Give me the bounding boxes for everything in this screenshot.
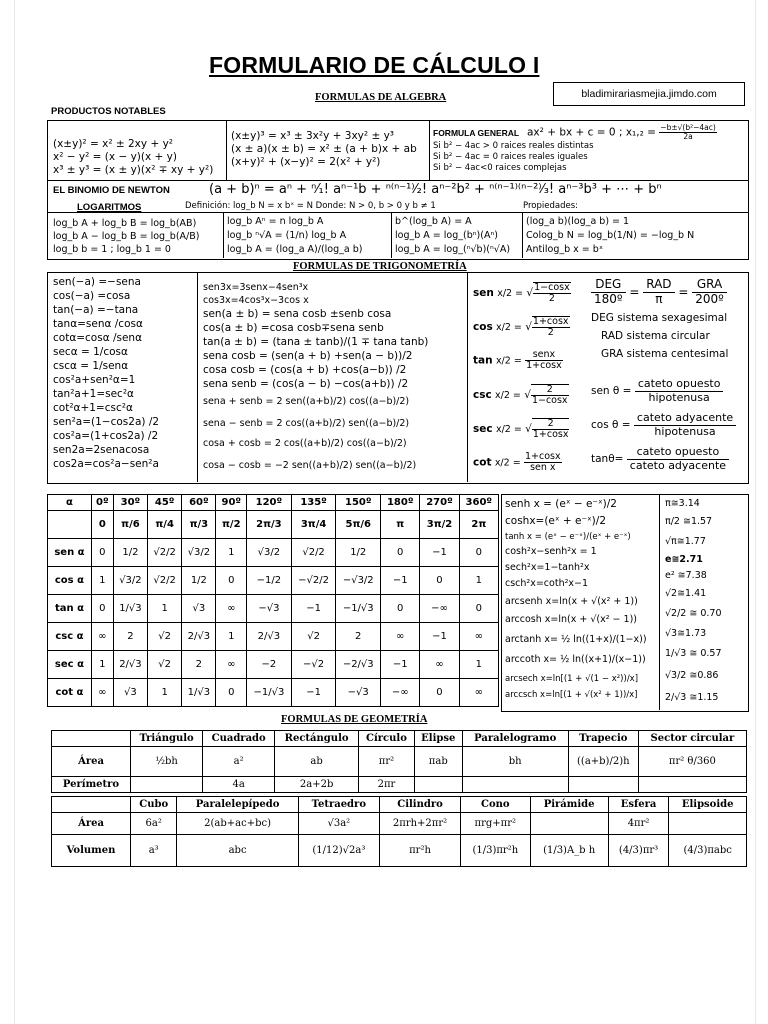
hyper-6: csch²x=coth²x−1 — [505, 578, 589, 589]
trig-sum-3: sen(a ± b) = sena cosb ±senb cosa — [203, 308, 392, 320]
plane-area-cell: πab — [414, 747, 462, 777]
value-cell: 1/2 — [113, 539, 147, 567]
divider — [429, 120, 430, 180]
angle-value-table — [47, 494, 499, 707]
geometry-plane-table — [51, 730, 747, 793]
trig-identity-3: tan(−a) =−tana — [53, 304, 139, 316]
value-cell: −2/√3 — [336, 651, 381, 679]
value-cell: −√3 — [247, 595, 292, 623]
value-cell: 0 — [459, 595, 498, 623]
plane-header-cell: Cuadrado — [203, 731, 275, 747]
newton-formula: (a + b)ⁿ = aⁿ + ⁿ⁄₁! aⁿ⁻¹b + ⁿ⁽ⁿ⁻¹⁾⁄₂! aⁿ⁻²b² + ⁿ⁽ⁿ⁻¹⁾⁽ⁿ⁻²⁾⁄₃! aⁿ⁻³b³ + ⋯ + bⁿ — [209, 182, 662, 197]
angle-header-cell: 45º — [148, 495, 182, 511]
solid-header-cell: Esfera — [608, 797, 669, 813]
quadratic-case-2: Si b² − 4ac = 0 raices reales iguales — [433, 152, 588, 162]
trig-identity-2: cos(−a) =cosa — [53, 290, 131, 302]
divider — [226, 120, 227, 180]
plane-perimeter-cell — [568, 777, 638, 793]
solid-volume-cell: (1/3)πr²h — [461, 835, 530, 867]
value-cell: ∞ — [459, 679, 498, 707]
value-cell: √2 — [148, 623, 182, 651]
angle-header-cell: 60º — [182, 495, 216, 511]
logaritmos-label: LOGARITMOS — [77, 202, 142, 213]
radian-cell: 2π — [459, 511, 498, 539]
value-cell: −√3 — [336, 679, 381, 707]
value-cell: 1 — [459, 651, 498, 679]
angle-header-cell: 0º — [91, 495, 113, 511]
radian-cell: π/2 — [216, 511, 247, 539]
plane-header-cell: Triángulo — [131, 731, 203, 747]
angle-header-cell: 135º — [291, 495, 336, 511]
log-2-2: log_b ⁿ√A = (1/n) log_b A — [227, 230, 347, 241]
plane-perimeter-cell — [414, 777, 462, 793]
hyper-5: sech²x=1−tanh²x — [505, 562, 590, 573]
solid-volume-cell: πr²h — [379, 835, 460, 867]
row-label: sen α — [48, 539, 92, 567]
trig-identity-1: sen(−a) =−sena — [53, 276, 141, 288]
trig-heading: FORMULAS DE TRIGONOMETRÍA — [293, 261, 467, 272]
trig-sum-6: sena cosb = (sen(a + b) +sen(a − b))/2 — [203, 350, 413, 362]
trig-identity-6: secα = 1/cosα — [53, 346, 128, 358]
value-cell: 0 — [381, 539, 420, 567]
value-cell: −2 — [247, 651, 292, 679]
value-cell: 0 — [91, 539, 113, 567]
angle-header-cell: 90º — [216, 495, 247, 511]
value-cell: −1 — [381, 567, 420, 595]
plane-header-cell: Paralelogramo — [462, 731, 568, 747]
half-angle-sen: sen x/2 = √ $\frac{1-\cos x}{2}$ — [473, 282, 570, 304]
hyper-8: arccosh x=ln(x + √(x² − 1)) — [505, 614, 637, 625]
solid-volume-row — [52, 835, 747, 867]
divider — [391, 212, 392, 258]
solid-area-cell — [669, 813, 747, 835]
triangle-cos: cos θ = cateto adyacente hipotenusa — [591, 412, 736, 438]
trig-identity-10: cot²α+1=csc²α — [53, 402, 133, 414]
value-cell: ∞ — [420, 651, 459, 679]
log-1-3: log_b b = 1 ; log_b 1 = 0 — [53, 244, 171, 255]
value-cell: −1/√3 — [247, 679, 292, 707]
value-cell: ∞ — [91, 679, 113, 707]
trig-sum-4: cos(a ± b) =cosa cosb∓sena senb — [203, 322, 384, 334]
log-4-1: (log_a b)(log_a b) = 1 — [526, 216, 630, 227]
plane-perimeter-cell — [462, 777, 568, 793]
cot-row — [48, 679, 499, 707]
hyper-2: coshx=(eˣ + e⁻ˣ)/2 — [505, 515, 607, 527]
plane-perimeter-cell: 2a+2b — [275, 777, 359, 793]
value-cell: −√3/2 — [336, 567, 381, 595]
log-1-2: log_b A − log_b B = log_b(A/B) — [53, 231, 200, 242]
radian-cell: 0 — [91, 511, 113, 539]
half-angle-cos: cos x/2 = √ $\frac{1+\cos x}{2}$ — [473, 316, 569, 338]
value-cell: ∞ — [459, 623, 498, 651]
solid-area-cell: 6a² — [131, 813, 177, 835]
plane-header-cell: Rectángulo — [275, 731, 359, 747]
hyper-10: arccoth x= ½ ln((x+1)/(x−1)) — [505, 654, 646, 665]
value-cell: 0 — [216, 567, 247, 595]
solid-volume-cell: (4/3)πr³ — [608, 835, 669, 867]
solid-area-cell: 2(ab+ac+bc) — [177, 813, 298, 835]
divider — [467, 272, 468, 482]
value-cell: 1 — [91, 651, 113, 679]
value-cell: 2/√3 — [247, 623, 292, 651]
log-2-1: log_b Aⁿ = n log_b A — [227, 216, 324, 227]
trig-identity-9: tan²a+1=sec²α — [53, 388, 134, 400]
value-cell: 1 — [459, 567, 498, 595]
value-cell: √2 — [291, 623, 336, 651]
value-cell: 0 — [381, 595, 420, 623]
value-cell: −1 — [291, 679, 336, 707]
trig-sum-9: sena + senb = 2 sen((a+b)/2) cos((a−b)/2) — [203, 396, 410, 407]
half-angle-tan: tan x/2 = $\frac{\text{senx}}{1+\cos x}$ — [473, 349, 562, 371]
radian-cell: 2π/3 — [247, 511, 292, 539]
unit-deg-line: DEG sistema sexagesimal — [591, 312, 728, 324]
angle-header-cell: 30º — [113, 495, 147, 511]
log-2-3: log_b A = (log_a A)/(log_a b) — [227, 244, 363, 255]
value-cell: −∞ — [420, 595, 459, 623]
solid-area-cell: 2πrh+2πr² — [379, 813, 460, 835]
triangle-tan: tanθ= cateto opuesto cateto adyacente — [591, 446, 729, 472]
solid-header-cell: Paralelepípedo — [177, 797, 298, 813]
radian-row — [48, 511, 499, 539]
value-cell: 0 — [91, 595, 113, 623]
value-cell: 0 — [420, 679, 459, 707]
radian-cell: 3π/2 — [420, 511, 459, 539]
value-cell: 1/√3 — [182, 679, 216, 707]
value-cell: √2/2 — [148, 539, 182, 567]
angle-header-cell: 180º — [381, 495, 420, 511]
solid-header-cell: Cubo — [131, 797, 177, 813]
trig-sum-2: cos3x=4cos³x−3cos x — [203, 295, 309, 306]
value-cell: √2/2 — [148, 567, 182, 595]
plane-header-cell: Sector circular — [638, 731, 746, 747]
plane-area-cell: ½bh — [131, 747, 203, 777]
log-4-2: Colog_b N = log_b(1/N) = −log_b N — [526, 230, 695, 241]
log-propiedades-label: Propiedades: — [523, 201, 578, 211]
hyper-1: senh x = (eˣ − e⁻ˣ)/2 — [505, 498, 617, 510]
value-cell: ∞ — [216, 651, 247, 679]
divider — [223, 212, 224, 258]
hyper-4: cosh²x−senh²x = 1 — [505, 546, 597, 557]
angle-header-row — [48, 495, 499, 511]
radian-cell: π — [381, 511, 420, 539]
solid-header-cell — [52, 797, 131, 813]
value-cell: −1 — [381, 651, 420, 679]
hyper-7: arcsenh x=ln(x + √(x² + 1)) — [505, 596, 638, 607]
value-cell: ∞ — [91, 623, 113, 651]
row-label: tan α — [48, 595, 92, 623]
angle-header-cell: 360º — [459, 495, 498, 511]
producto-6: (x+y)² + (x−y)² = 2(x² + y²) — [231, 156, 381, 168]
value-cell: 1 — [91, 567, 113, 595]
value-cell: 1 — [148, 595, 182, 623]
row-label: cos α — [48, 567, 92, 595]
row-label: csc α — [48, 623, 92, 651]
trig-sum-12: cosa − cosb = −2 sen((a+b)/2) sen((a−b)/2) — [203, 460, 417, 471]
solid-volume-cell: (1/12)√2a³ — [298, 835, 379, 867]
plane-perimeter-cell: 2πr — [359, 777, 415, 793]
solid-area-cell: √3a² — [298, 813, 379, 835]
log-3-3: log_b A = log_(ⁿ√b)(ⁿ√A) — [395, 244, 511, 255]
log-1-1: log_b A + log_b B = log_b(AB) — [53, 218, 197, 229]
quadratic-eq: ax² + bx + c = 0 ; x₁,₂ = $\frac{\text{−b±√(b²−4ac)}}{2a}$ — [527, 123, 716, 141]
const-5: e² ≅7.38 — [665, 570, 707, 581]
trig-sum-1: sen3x=3senx−4sen³x — [203, 282, 309, 293]
radian-cell: π/4 — [148, 511, 182, 539]
quadratic-case-1: Si b² − 4ac > 0 raices reales distintas — [433, 141, 594, 151]
radian-cell: 3π/4 — [291, 511, 336, 539]
solid-volume-cell: (1/3)A_b h — [530, 835, 608, 867]
const-9: 1/√3 ≅ 0.57 — [665, 648, 722, 659]
producto-1: (x±y)² = x² ± 2xy + y² — [53, 138, 174, 150]
divider — [659, 494, 660, 710]
plane-area-cell: bh — [462, 747, 568, 777]
const-6: √2≅1.41 — [665, 588, 707, 599]
plane-area-cell: πr² θ/360 — [638, 747, 746, 777]
plane-header-cell: Trapecio — [568, 731, 638, 747]
solid-header-cell: Cilindro — [379, 797, 460, 813]
solid-volume-label: Volumen — [52, 835, 131, 867]
log-3-1: b^(log_b A) = A — [395, 216, 472, 227]
divider — [197, 272, 198, 482]
trig-identity-5: cotα=cosα /senα — [53, 332, 143, 344]
value-cell: −1 — [420, 539, 459, 567]
solid-area-label: Área — [52, 813, 131, 835]
value-cell: 0 — [420, 567, 459, 595]
value-cell: −1/2 — [247, 567, 292, 595]
value-cell: 2/√3 — [113, 651, 147, 679]
plane-perimeter-cell — [131, 777, 203, 793]
producto-4: (x±y)³ = x³ ± 3x²y + 3xy² ± y³ — [231, 130, 395, 142]
value-cell: 1 — [216, 623, 247, 651]
plane-header-cell — [52, 731, 131, 747]
radian-cell: π/6 — [113, 511, 147, 539]
producto-3: x³ ± y³ = (x ± y)(x² ∓ xy + y²) — [53, 164, 214, 176]
trig-sum-11: cosa + cosb = 2 cos((a+b)/2) cos((a−b)/2) — [203, 438, 407, 449]
const-2: π/2 ≅1.57 — [665, 516, 713, 527]
plane-area-cell: a² — [203, 747, 275, 777]
angle-header-cell: 270º — [420, 495, 459, 511]
newton-label: EL BINOMIO DE NEWTON — [53, 185, 170, 196]
divider — [47, 180, 748, 181]
plane-header-row — [52, 731, 747, 747]
const-7: √2/2 ≅ 0.70 — [665, 608, 722, 619]
value-cell: ∞ — [216, 595, 247, 623]
value-cell: 0 — [459, 539, 498, 567]
angle-header-cell: 150º — [336, 495, 381, 511]
value-cell: √3/2 — [182, 539, 216, 567]
trig-identity-8: cos²a+sen²α=1 — [53, 374, 136, 386]
plane-perimeter-label: Perímetro — [52, 777, 131, 793]
value-cell: 1/2 — [182, 567, 216, 595]
sen-row — [48, 539, 499, 567]
const-4: e≅2.71 — [665, 554, 703, 565]
trig-identity-11: sen²a=(1−cos2a) /2 — [53, 416, 160, 428]
plane-perimeter-row — [52, 777, 747, 793]
plane-area-cell: ab — [275, 747, 359, 777]
value-cell: −1/√3 — [336, 595, 381, 623]
geometry-solid-table — [51, 796, 747, 867]
unit-gra-line: GRA sistema centesimal — [601, 348, 729, 360]
value-cell: 2 — [113, 623, 147, 651]
hyper-12: arccsch x=ln[(1 + √(x² + 1))/x] — [505, 690, 638, 700]
radian-empty-cell — [48, 511, 92, 539]
log-definition: log_b N = x bˣ = N Donde: N > 0, b > 0 y b ≠ 1 — [233, 201, 436, 211]
solid-area-cell: 4πr² — [608, 813, 669, 835]
producto-2: x² − y² = (x − y)(x + y) — [53, 151, 177, 163]
trig-identity-7: cscα = 1/senα — [53, 360, 129, 372]
solid-header-cell: Tetraedro — [298, 797, 379, 813]
trig-sum-7: cosa cosb = (cos(a + b) +cos(a−b)) /2 — [203, 364, 407, 376]
sec-row — [48, 651, 499, 679]
solid-area-row — [52, 813, 747, 835]
const-11: 2/√3 ≅1.15 — [665, 692, 719, 703]
solid-header-cell: Cono — [461, 797, 530, 813]
unit-conversion: DEG 180º = RAD π = GRA 200º — [591, 278, 727, 307]
trig-identity-13: sen2a=2senacosa — [53, 444, 150, 456]
solid-header-cell: Pirámide — [530, 797, 608, 813]
row-label: sec α — [48, 651, 92, 679]
value-cell: 2/√3 — [182, 623, 216, 651]
plane-area-cell: πr² — [359, 747, 415, 777]
solid-area-cell — [530, 813, 608, 835]
value-cell: √3/2 — [247, 539, 292, 567]
radian-cell: 5π/6 — [336, 511, 381, 539]
quadratic-case-3: Si b² − 4ac<0 raices complejas — [433, 163, 567, 173]
value-cell: −1 — [420, 623, 459, 651]
value-cell: √3 — [113, 679, 147, 707]
solid-volume-cell: (4/3)πabc — [669, 835, 747, 867]
const-3: √π≅1.77 — [665, 536, 706, 547]
hyper-3: tanh x = (eˣ − e⁻ˣ)/(eˣ + e⁻ˣ) — [505, 532, 631, 542]
divider — [47, 212, 748, 213]
trig-identity-14: cos2a=cos²a−sen²a — [53, 458, 159, 470]
half-angle-cot: cot x/2 = $\frac{1+\cos x}{\text{sen x}}$ — [473, 451, 561, 473]
solid-header-row — [52, 797, 747, 813]
log-definicion-label: Definición: — [185, 201, 231, 211]
value-cell: √2 — [148, 651, 182, 679]
log-4-3: Antilog_b x = bˣ — [526, 244, 604, 255]
value-cell: 1 — [148, 679, 182, 707]
solid-volume-cell: abc — [177, 835, 298, 867]
cos-row — [48, 567, 499, 595]
formula-sheet-page — [14, 0, 756, 1024]
angle-header-cell: α — [48, 495, 92, 511]
tan-row — [48, 595, 499, 623]
algebra-heading: FORMULAS DE ALGEBRA — [315, 92, 447, 103]
trig-sum-5: tan(a ± b) = (tana ± tanb)/(1 ∓ tana tanb) — [203, 336, 429, 348]
half-angle-sec: sec x/2 = √ $\frac{2}{1+\cos x}$ — [473, 418, 569, 440]
trig-sum-10: sena − senb = 2 cos((a+b)/2) sen((a−b)/2) — [203, 418, 410, 429]
solid-header-cell: Elipsoide — [669, 797, 747, 813]
unit-rad-line: RAD sistema circular — [601, 330, 710, 342]
plane-header-cell: Círculo — [359, 731, 415, 747]
row-label: cot α — [48, 679, 92, 707]
trig-identity-12: cos²a=(1+cos2a) /2 — [53, 430, 159, 442]
const-10: √3/2 ≅0.86 — [665, 670, 719, 681]
value-cell: √3 — [182, 595, 216, 623]
triangle-sen: sen θ = cateto opuesto hipotenusa — [591, 378, 723, 404]
value-cell: 2 — [336, 623, 381, 651]
formula-general-label: FORMULA GENERAL — [433, 128, 520, 138]
value-cell: 2 — [182, 651, 216, 679]
trig-sum-8: sena senb = (cos(a − b) −cos(a+b)) /2 — [203, 378, 409, 390]
hyper-11: arcsech x=ln[(1 + √(1 − x²))/x] — [505, 674, 639, 684]
solid-area-cell: πrg+πr² — [461, 813, 530, 835]
value-cell: √2/2 — [291, 539, 336, 567]
angle-header-cell: 120º — [247, 495, 292, 511]
const-8: √3≅1.73 — [665, 628, 707, 639]
plane-area-label: Área — [52, 747, 131, 777]
log-3-2: log_b A = log_(bⁿ)(Aⁿ) — [395, 230, 498, 241]
plane-perimeter-cell — [638, 777, 746, 793]
divider — [522, 212, 523, 258]
plane-perimeter-cell: 4a — [203, 777, 275, 793]
solid-volume-cell: a³ — [131, 835, 177, 867]
trig-identity-4: tanα=senα /cosα — [53, 318, 143, 330]
value-cell: √3/2 — [113, 567, 147, 595]
value-cell: ∞ — [381, 623, 420, 651]
value-cell: 1/√3 — [113, 595, 147, 623]
half-angle-csc: csc x/2 = √ $\frac{2}{1-\cos x}$ — [473, 384, 568, 406]
value-cell: −√2/2 — [291, 567, 336, 595]
value-cell: 1/2 — [336, 539, 381, 567]
page-title: FORMULARIO DE CÁLCULO I — [209, 52, 540, 78]
plane-area-row — [52, 747, 747, 777]
value-cell: 0 — [216, 679, 247, 707]
value-cell: −1 — [291, 595, 336, 623]
radian-cell: π/3 — [182, 511, 216, 539]
value-cell: 1 — [216, 539, 247, 567]
producto-5: (x ± a)(x ± b) = x² ± (a + b)x + ab — [231, 143, 417, 155]
plane-header-cell: Elipse — [414, 731, 462, 747]
plane-area-cell: ((a+b)/2)h — [568, 747, 638, 777]
value-cell: −√2 — [291, 651, 336, 679]
value-cell: −∞ — [381, 679, 420, 707]
productos-label: PRODUCTOS NOTABLES — [51, 106, 166, 117]
hyper-9: arctanh x= ½ ln((1+x)/(1−x)) — [505, 634, 647, 645]
const-1: π≅3.14 — [665, 498, 700, 509]
csc-row — [48, 623, 499, 651]
geom-heading: FORMULAS DE GEOMETRÍA — [281, 714, 428, 725]
website-box: bladimirariasmejia.jimdo.com — [553, 82, 745, 106]
